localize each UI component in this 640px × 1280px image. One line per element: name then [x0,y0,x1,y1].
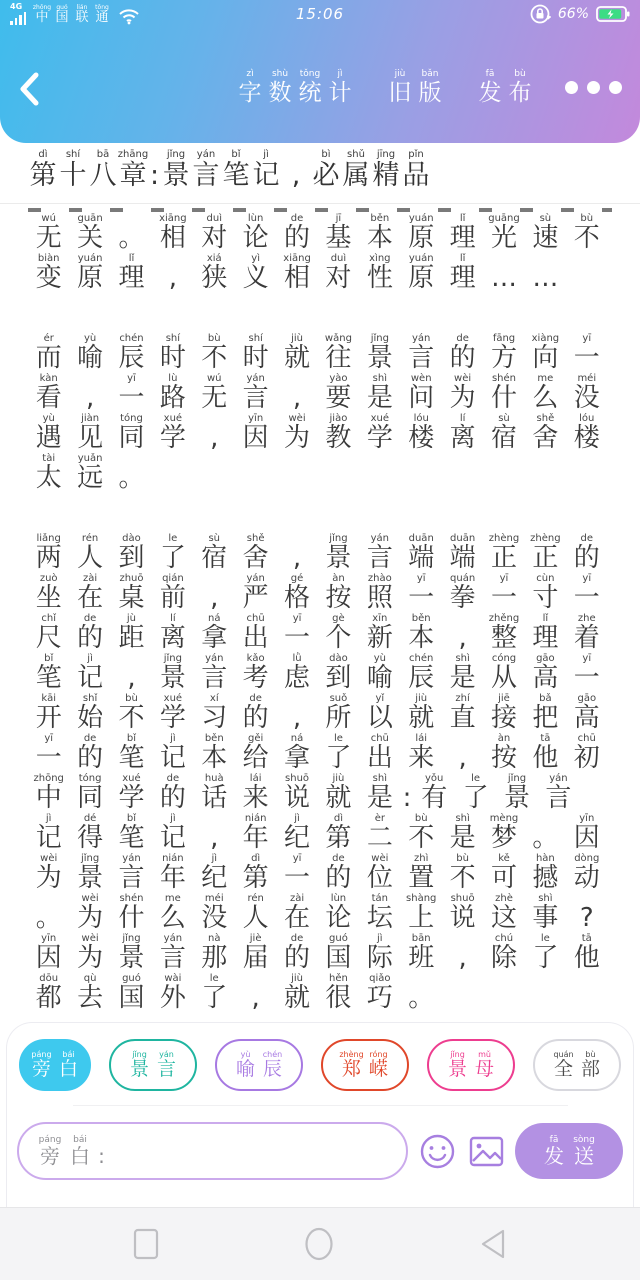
battery-percent: 66% [557,6,589,22]
chapter-body [0,213,640,1013]
emoji-button[interactable] [417,1131,457,1171]
publish-button[interactable]: fā 发 bù 布 [478,69,532,106]
paragraph: liǎng 两 rén 人 dào 到 le 了 sù 宿 shě 舍 , jǐng 景 yán 言 duān 端 duān 端 zhèng 正 zhèng 正 de 的 zuò 坐 zài 在 zhuō 桌 qián 前 , yán 严 gé 格 àn 按 zhào 照 yī 一 quán 拳 yī 一 cùn 寸 yī 一 chǐ 尺 de 的 jù 距 lí 离 ná 拿 chū 出 yī 一 gè 个 xīn 新 běn 本 , zhěng 整 lǐ 理 zhe 着 bǐ 笔 jì 记 , jǐng 景 yán 言 kǎo 考 lǜ 虑 dào 到 yù 喻 chén 辰 shì 是 cóng 从 gāo 高 yī 一 kāi 开 shǐ 始 bù 不 xué 学 xí 习 de 的 , suǒ 所 yǐ 以 jiù 就 zhí 直 jiē 接 bǎ 把 gāo 高 yī 一 de 的 bǐ 笔 jì 记 běn 本 gěi 给 ná 拿 le 了 chū 出 lái 来 , àn 按 tā 他 chū 初 zhōng 中 tóng 同 xué 学 de 的 huà 话 lái 来 shuō 说 jiù 就 shì 是 : yǒu 有 le 了 jǐng 景 yán 言 jì 记 dé 得 bǐ 笔 jì 记 , nián 年 jì 纪 dì 第 èr 二 bù 不 shì 是 mèng 梦 。 yīn 因 wèi 为 jǐng 景 yán 言 nián 年 jì 纪 dì 第 yī 一 de 的 wèi 位 zhì 置 bù 不 kě 可 hàn 撼 dòng 动 。 wèi 为 shén 什 me 么 méi 没 rén 人 zài 在 lùn 论 tán 坛 shàng 上 shuō 说 zhè 这 shì 事 ? yīn 因 wèi 为 jǐng 景 yán 言 nà 那 jiè 届 de 的 guó 国 jì 际 bān 班 , chú 除 le 了 tā 他 dōu 都 qù 去 guó 国 wài 外 le 了 , jiù 就 hěn 很 qiǎo 巧 。 [33,533,600,1013]
role-chip-pangbai[interactable] [19,1039,91,1091]
clipped-text-line [28,208,612,212]
nav-home-button[interactable] [304,1226,334,1262]
chapter-title: dì 第 shí 十 bā 八 zhāng 章 : jǐng 景 yán 言 bǐ 笔 jì 记 , bì 必 shǔ 属 jīng 精 pǐn 品 [29,149,430,191]
role-chip-zhengrong[interactable] [321,1039,409,1091]
status-bar [0,0,640,28]
battery-charging-icon [596,5,630,23]
chevron-left-icon [18,72,40,106]
image-button[interactable] [466,1131,506,1171]
square-icon [133,1228,159,1260]
input-placeholder: páng 旁 bái 白 : [38,1135,105,1168]
title-divider [0,203,640,204]
role-chip-label: zhèng 郑 róng 嵘 [339,1050,388,1080]
chapter-reader-area[interactable] [0,143,640,1022]
message-input[interactable] [17,1122,408,1180]
triangle-left-icon [479,1228,507,1260]
nav-recents-button[interactable] [133,1228,159,1260]
header-gradient [0,0,640,143]
more-menu-button[interactable] [565,81,622,94]
picture-icon [468,1133,505,1170]
role-chip-all[interactable] [533,1039,621,1091]
send-button[interactable] [515,1123,623,1179]
app-bar [0,28,640,143]
old-version-button[interactable]: jiù 旧 bǎn 版 [388,69,442,106]
paragraph: ér 而 yù 喻 chén 辰 shí 时 bù 不 shí 时 jiù 就 wǎng 往 jǐng 景 yán 言 de 的 fāng 方 xiàng 向 yī 一 kàn 看 , yī 一 lù 路 wú 无 yán 言 , yào 要 shì 是 wèn 问 wèi 为 shén 什 me 么 méi 没 yù 遇 jiàn 见 tóng 同 xué 学 , yīn 因 wèi 为 jiào 教 xué 学 lóu 楼 lí 离 sù 宿 shě 舍 lóu 楼 tài 太 yuǎn 远 。 [35,333,600,493]
role-chip-jingmu[interactable] [427,1039,515,1091]
role-chip-label: jǐng 景 mǔ 母 [447,1050,494,1080]
clock: 15:06 [295,5,345,23]
cellular-signal-icon: 4G [10,3,26,25]
role-chip-jingyan[interactable] [109,1039,197,1091]
composer-panel [6,1022,634,1207]
role-chip-label: jǐng 景 yán 言 [129,1050,176,1080]
paragraph: wú 无 guān 关 。 xiāng 相 duì 对 lùn 论 de 的 jī 基 běn 本 yuán 原 lǐ 理 guāng 光 sù 速 bù 不 biàn 变 yuán 原 lǐ 理 , xiá 狭 yì 义 xiāng 相 duì 对 xìng 性 yuán 原 lǐ 理 … … [35,213,600,293]
role-chip-yuchen[interactable] [215,1039,303,1091]
rotation-lock-icon [529,3,551,25]
role-chip-label: páng 旁 bái 白 [31,1050,78,1080]
send-button-label: fā 发 sòng 送 [544,1135,595,1168]
role-chip-label: yù 喻 chén 辰 [235,1050,283,1080]
android-nav-bar [0,1207,640,1280]
smiley-icon [419,1133,456,1170]
role-selector [7,1023,633,1091]
carrier-name: zhōng 中 guó 国 lián 联 tōng 通 [32,4,109,25]
word-count-button[interactable]: zì 字 shù 数 tǒng 统 jì 计 [238,69,352,106]
nav-back-button[interactable] [479,1228,507,1260]
circle-icon [304,1226,334,1262]
role-chip-label: quán 全 bù 部 [553,1050,600,1080]
back-button[interactable] [18,69,58,109]
composer-row [7,1106,633,1180]
